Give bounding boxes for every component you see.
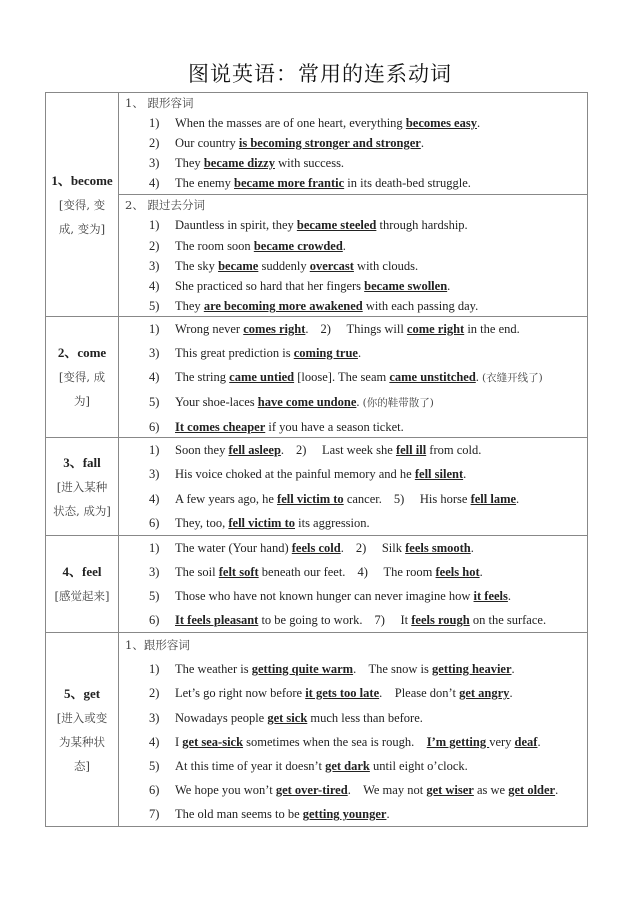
example-sentence (125, 511, 587, 535)
sentence-text: suddenly (258, 258, 310, 273)
sentence-text: A few years ago, he (175, 491, 278, 506)
linking-verb-phrase: fell silent (414, 467, 464, 482)
sentence-text: The old man seems to be (175, 807, 303, 822)
verb-meaning: [变得, 成 (58, 370, 106, 384)
linking-verb-phrase: coming true (293, 346, 358, 360)
example-sentence (125, 415, 587, 439)
example-sentence (125, 681, 587, 705)
example-sentence (125, 256, 587, 276)
sentence-text: Last week she (322, 443, 396, 457)
item-number: 4) (357, 565, 368, 579)
example-sentence (125, 706, 587, 730)
sentence-text: When the masses are of one heart, everything (175, 116, 406, 130)
sentence-text: It (400, 613, 412, 627)
sentence-text: . (280, 443, 285, 457)
item-number: 2) (149, 238, 160, 253)
sentence-text: sometimes when the sea is rough. (243, 734, 427, 749)
verb-cell (46, 536, 119, 633)
sentence-text: The string (175, 370, 230, 384)
sentence-text: . (470, 541, 474, 555)
sentence-text: . (511, 662, 515, 677)
verb-cell (46, 93, 119, 317)
linking-verb-phrase: get angry (459, 686, 510, 701)
example-sentence (125, 438, 587, 462)
linking-verb-phrase: feels hot (435, 565, 480, 579)
item-number: 1) (149, 218, 160, 233)
item-number: 4) (149, 491, 160, 506)
linking-verb-phrase: became steeled (296, 218, 377, 233)
example-sentence (125, 802, 587, 826)
example-sentence (125, 487, 587, 511)
linking-verb-phrase: became (218, 258, 259, 273)
linking-verb-phrase: became crowded (253, 238, 343, 253)
sentence-text: We hope you won’t (175, 783, 276, 798)
sentence-text: The soil (175, 565, 219, 579)
sentence-text: . The snow is (353, 662, 433, 677)
sentence-text: I (175, 734, 183, 749)
sentence-text: They (175, 299, 204, 314)
sentence-text: . (340, 541, 344, 555)
linking-verb-phrase: it gets too late (305, 686, 380, 701)
sentence-text: cancer. (343, 491, 382, 506)
page-title: 图说英语：常用的连系动词 (188, 62, 452, 86)
verb-cell (46, 317, 119, 438)
item-number: 2) (320, 322, 331, 336)
item-number: 6) (149, 783, 160, 798)
verb-meaning: 态] (74, 758, 90, 773)
linking-verb-phrase: It feels pleasant (175, 613, 259, 627)
sentence-text: very (489, 734, 515, 749)
example-section (119, 438, 587, 535)
item-number: 3) (149, 156, 160, 170)
sentence-text: The room (383, 565, 436, 579)
sentence-text: in the end. (464, 322, 520, 336)
sentence-text: Wrong never (175, 322, 244, 336)
item-number: 3) (149, 346, 160, 360)
example-sentence (125, 608, 587, 632)
sentence-text: until eight o’clock. (369, 759, 468, 774)
sentence-text: Things will (346, 322, 407, 336)
example-sentence (125, 276, 587, 296)
item-number: 7) (149, 807, 160, 822)
linking-verb-phrase: It comes cheaper (175, 420, 266, 434)
sentence-text: At this time of year it doesn’t (175, 759, 326, 774)
sentence-text: . (479, 565, 483, 579)
sentence-text: Let’s go right now before (175, 686, 306, 701)
example-section (119, 536, 587, 632)
sentence-text: His horse (419, 491, 471, 506)
sentence-text: . (357, 346, 362, 360)
sentence-text: . (356, 395, 363, 409)
example-sentence (125, 754, 587, 778)
verb-label: 4、feel (62, 564, 102, 579)
sentence-text: . (537, 734, 541, 749)
linking-verb-phrase: comes right (243, 322, 306, 336)
linking-verb-phrase: getting heavier (432, 662, 512, 677)
sentence-text: if you have a season ticket. (265, 420, 404, 434)
examples-cell (119, 633, 588, 827)
sentence-text: with each passing day. (362, 299, 479, 314)
sentence-text: beneath our feet. (258, 565, 346, 579)
example-sentence (125, 778, 587, 802)
item-number: 6) (149, 613, 160, 627)
example-sentence (125, 133, 587, 153)
example-sentence (125, 536, 587, 560)
item-number: 5) (149, 299, 160, 314)
sentence-text: . (342, 238, 346, 253)
example-sentence (125, 584, 587, 608)
sentence-text: Nowadays people (175, 710, 268, 725)
verb-meaning: [进入某种 (56, 479, 108, 494)
linking-verb-phrase: became swollen (364, 279, 448, 294)
example-sentence (125, 113, 587, 133)
sentence-text: Soon they (175, 443, 229, 457)
linking-verb-phrase: get wiser (426, 783, 474, 798)
example-sentence (125, 560, 587, 584)
verb-meaning: [进入或变 (56, 710, 108, 725)
sentence-text: . (509, 686, 513, 701)
example-section (119, 93, 587, 194)
linking-verbs-table (45, 92, 588, 827)
sentence-text: to be going to work. (258, 613, 363, 627)
section-heading: 2、 跟过去分词 (125, 198, 205, 212)
linking-verb-phrase: come right (406, 322, 465, 336)
linking-verb-phrase: fell ill (395, 443, 427, 457)
sentence-text: They, too, (175, 515, 229, 530)
table-row (46, 536, 588, 633)
item-number: 3) (149, 565, 160, 579)
sentence-text: [loose]. The seam (294, 370, 390, 384)
sentence-text: much less than before. (307, 710, 423, 725)
sentence-text: . Please don’t (379, 686, 460, 701)
linking-verb-phrase: get sea-sick (182, 734, 244, 749)
example-section (119, 317, 587, 437)
sentence-text: She practiced so hard that her fingers (175, 279, 365, 294)
linking-verb-phrase: getting younger (302, 807, 387, 822)
sentence-text: . (516, 491, 520, 506)
sentence-text: The water (Your hand) (175, 541, 292, 555)
examples-cell (119, 536, 588, 633)
item-number: 5) (149, 395, 160, 409)
linking-verb-phrase: get sick (267, 710, 308, 725)
chinese-note: (你的鞋带散了) (362, 397, 434, 409)
sentence-text: The enemy (175, 176, 235, 190)
example-sentence (125, 730, 587, 754)
item-number: 4) (149, 734, 160, 749)
linking-verb-phrase: feels cold (291, 541, 341, 555)
verb-meaning: [变得, 变 (58, 197, 106, 212)
sentence-text: Our country (175, 136, 239, 150)
linking-verb-phrase: became more frantic (234, 176, 345, 190)
item-number: 5) (149, 589, 160, 603)
example-sentence (125, 317, 587, 341)
example-section (119, 194, 587, 316)
table-row (46, 93, 588, 317)
item-number: 3) (149, 710, 160, 725)
sentence-text: through hardship. (376, 218, 468, 233)
item-number: 1) (149, 541, 160, 555)
sentence-text: on the surface. (469, 613, 547, 627)
examples-cell (119, 438, 588, 536)
sentence-text: . (305, 322, 309, 336)
linking-verb-phrase: feels rough (411, 613, 470, 627)
table-row (46, 633, 588, 827)
linking-verb-phrase: it feels (473, 589, 508, 603)
chinese-note: (衣缝开线了) (482, 372, 543, 384)
linking-verb-phrase: came untied (229, 370, 295, 384)
verb-meaning: [感觉起来] (54, 589, 110, 603)
example-section (119, 633, 587, 826)
linking-verb-phrase: fell lame (470, 491, 517, 506)
table-row (46, 317, 588, 438)
verb-label: 2、come (57, 345, 107, 360)
linking-verb-phrase: is becoming stronger and stronger (238, 136, 421, 150)
linking-verb-phrase: fell victim to (228, 515, 295, 530)
item-number: 4) (149, 370, 160, 384)
examples-cell (119, 317, 588, 438)
example-sentence (125, 215, 587, 235)
sentence-text: with clouds. (353, 258, 419, 273)
examples-cell (119, 93, 588, 317)
sentence-text: The weather is (175, 662, 252, 677)
linking-verb-phrase: I’m getting (426, 734, 490, 749)
verb-meaning: 为某种状 (59, 734, 105, 749)
sentence-text: . (475, 370, 483, 384)
sentence-text: from cold. (426, 443, 482, 457)
table-row (46, 438, 588, 536)
linking-verb-phrase: have come undone (257, 395, 357, 409)
sentence-text: its aggression. (295, 515, 370, 530)
item-number: 1) (149, 322, 160, 336)
item-number: 2) (355, 541, 367, 555)
sentence-text: This great prediction is (175, 346, 294, 360)
item-number: 6) (149, 420, 160, 434)
item-number: 3) (149, 258, 160, 273)
linking-verb-phrase: felt soft (218, 565, 259, 579)
example-sentence (125, 365, 587, 390)
verb-cell (46, 633, 119, 827)
item-number: 2) (296, 443, 307, 457)
verb-label: 5、get (63, 685, 101, 701)
linking-verb-phrase: deaf (514, 734, 538, 749)
item-number: 2) (149, 136, 160, 150)
item-number: 2) (149, 686, 160, 701)
example-sentence (125, 153, 587, 173)
item-number: 1) (149, 443, 160, 457)
linking-verb-phrase: get older (508, 783, 556, 798)
item-number: 7) (374, 613, 385, 627)
verb-meaning: 状态, 成为] (53, 503, 111, 518)
linking-verb-phrase: overcast (309, 258, 354, 273)
linking-verb-phrase: getting quite warm (251, 662, 354, 677)
sentence-text: Dauntless in spirit, they (175, 218, 297, 233)
verb-label: 3、fall (63, 454, 101, 470)
example-sentence (125, 173, 587, 193)
sentence-text: . (507, 589, 512, 603)
linking-verb-phrase: fell victim to (277, 491, 344, 506)
item-number: 5) (393, 491, 405, 506)
sentence-text: . (476, 116, 481, 130)
sentence-text: Those who have not known hunger can never imagine how (175, 589, 474, 603)
example-sentence (125, 390, 587, 415)
sentence-text: The sky (175, 258, 219, 273)
sentence-text: Silk (381, 541, 406, 555)
verb-label: 1、become (51, 172, 113, 188)
sentence-text: Your shoe-laces (175, 395, 258, 409)
linking-verb-phrase: get dark (325, 759, 370, 774)
sentence-text: in its death-bed struggle. (344, 176, 471, 190)
sentence-text: . (420, 136, 424, 150)
example-sentence (125, 341, 587, 365)
sentence-text: . (447, 279, 451, 294)
item-number: 3) (149, 467, 160, 482)
item-number: 1) (149, 662, 160, 677)
verb-meaning: 成, 变为] (58, 221, 106, 236)
example-sentence (125, 657, 587, 681)
sentence-text: as we (473, 783, 509, 798)
sentence-text: . (463, 467, 467, 482)
item-number: 4) (149, 176, 160, 190)
verb-meaning: 为] (74, 394, 90, 408)
example-sentence (125, 462, 587, 486)
linking-verb-phrase: feels smooth (405, 541, 471, 555)
linking-verb-phrase: came unstitched (389, 370, 476, 384)
section-heading: 1、跟形容词 (125, 638, 190, 652)
example-sentence (125, 296, 587, 316)
sentence-text: . (555, 783, 559, 798)
item-number: 1) (149, 116, 160, 130)
sentence-text: The room soon (175, 238, 254, 253)
verb-cell (46, 438, 119, 536)
example-sentence (125, 236, 587, 256)
linking-verb-phrase: get over-tired (275, 783, 348, 798)
sentence-text: They (175, 156, 204, 170)
item-number: 6) (149, 515, 160, 530)
linking-verb-phrase: becomes easy (405, 116, 477, 130)
linking-verb-phrase: are becoming more awakened (203, 299, 363, 314)
linking-verb-phrase: fell asleep (228, 443, 281, 457)
sentence-text: His voice choked at the painful memory and he (175, 467, 415, 482)
section-heading: 1、 跟形容词 (125, 96, 194, 110)
linking-verb-phrase: became dizzy (203, 156, 275, 170)
item-number: 4) (149, 279, 160, 294)
sentence-text: . We may not (347, 783, 427, 798)
sentence-text: with success. (274, 156, 345, 170)
sentence-text: . (386, 807, 390, 822)
item-number: 5) (149, 759, 160, 774)
